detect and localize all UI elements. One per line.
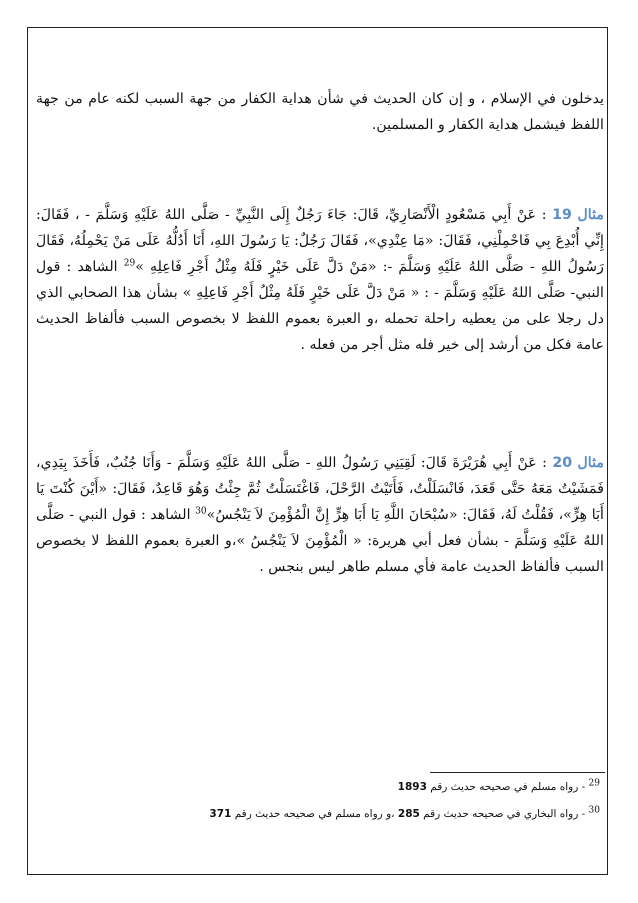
- footnote-text: - رواه البخاري في صحيحه حديث رقم: [423, 808, 586, 820]
- footnote-number: 29: [588, 778, 600, 789]
- example-label: مثال: [577, 207, 605, 223]
- footnote-number: 30: [588, 805, 600, 816]
- footnote-hadith-number: 1893: [397, 781, 427, 793]
- intro-paragraph: [36, 86, 604, 138]
- example-label: مثال: [577, 455, 605, 471]
- footnote-ref: 29: [123, 258, 136, 269]
- example-19-block: [36, 202, 604, 358]
- example-number: 19: [552, 207, 572, 223]
- hadith-text: : عَنْ أَبِي هُرَيْرَةَ قَالَ: لَقِيَنِي رَسُولُ اللهِ - صَلَّى اللهُ عَلَيْهِ وَسَلَّمَ - وَأَنَا جُنُبٌ، فَأَخَذَ بِيَدِي، فَمَشَيْتُ مَعَهُ حَتَّى قَعَدَ، فَانْسَلَلْتُ، فَأَتَيْتُ الرَّحْلَ، فَاغْتَسَلْتُ ثُمَّ جِئْتُ وَهُوَ قَاعِدٌ، فَقَالَ: «أَيْنَ كُنْتَ يَا أَبَا هِرٍّ»، فَقُلْتُ لَهُ، فَقَالَ: «سُبْحَانَ اللَّهِ يَا أَبَا هِرٍّ إِنَّ الْمُؤْمِنَ لاَ يَنْجُسُ»: [36, 455, 605, 523]
- footnote-text-2: ،و رواه مسلم في صحيحه حديث رقم: [234, 808, 395, 820]
- footnote-hadith-number-2: 371: [209, 808, 232, 820]
- footnote-text: - رواه مسلم في صحيحه حديث رقم: [430, 781, 586, 793]
- intro-text: يدخلون في الإسلام ، و إن كان الحديث في شأن هداية الكفار من جهة السبب لكنه عام من جهة اللفظ فيشمل هداية الكفار و المسلمين.: [36, 91, 604, 133]
- commentary-text: الشاهد : قول النبي - صَلَّى اللهُ عَلَيْهِ وَسَلَّمَ - بشأن فعل أبي هريرة: « الْمُؤْمِنَ لاَ يَنْجُسُ »،و العبرة بعموم اللفظ لا بخصوص السبب فألفاظ الحديث عامة فأي مسلم طاهر ليس بنجس .: [36, 507, 604, 575]
- footnote-29: [80, 779, 600, 795]
- footnote-hadith-number: 285: [397, 808, 420, 820]
- example-number: 20: [552, 455, 573, 471]
- hadith-text: : عَنْ أَبِي مَسْعُودٍ الْأَنْصَارِيِّ، قَالَ: جَاءَ رَجُلٌ إِلَى النَّبِيِّ - صَلَّى اللهُ عَلَيْهِ وَسَلَّمَ - ، فَقَالَ: إِنِّي أُبْدِعَ بِي فَاحْمِلْنِي، فَقَالَ: «مَا عِنْدِي»، فَقَالَ رَجُلٌ: يَا رَسُولَ اللهِ، أَنَا أَدُلُّهُ عَلَى مَنْ يَحْمِلُهُ، فَقَالَ رَسُولُ اللهِ - صَلَّى اللهُ عَلَيْهِ وَسَلَّمَ -: «مَنْ دَلَّ عَلَى خَيْرٍ فَلَهُ مِثْلُ أَجْرِ فَاعِلِهِ »: [36, 207, 604, 275]
- footnote-separator: [430, 772, 605, 773]
- footnote-ref: 30: [195, 506, 207, 517]
- commentary-text: الشاهد : قول النبي- صَلَّى اللهُ عَلَيْهِ وَسَلَّمَ - : « مَنْ دَلَّ عَلَى خَيْرٍ فَلَهُ مِثْلُ أَجْرِ فَاعِلِهِ » بشأن هذا الصحابي الذي دل رجلا على من يعطيه راحلة تحمله ،و العبرة بعموم اللفظ لا بخصوص السبب فألفاظ الحديث عامة فكل من أرشد إلى خير فله مثل أجر من فعله .: [36, 259, 604, 353]
- footnote-30: [80, 806, 600, 822]
- example-20-block: [36, 450, 604, 580]
